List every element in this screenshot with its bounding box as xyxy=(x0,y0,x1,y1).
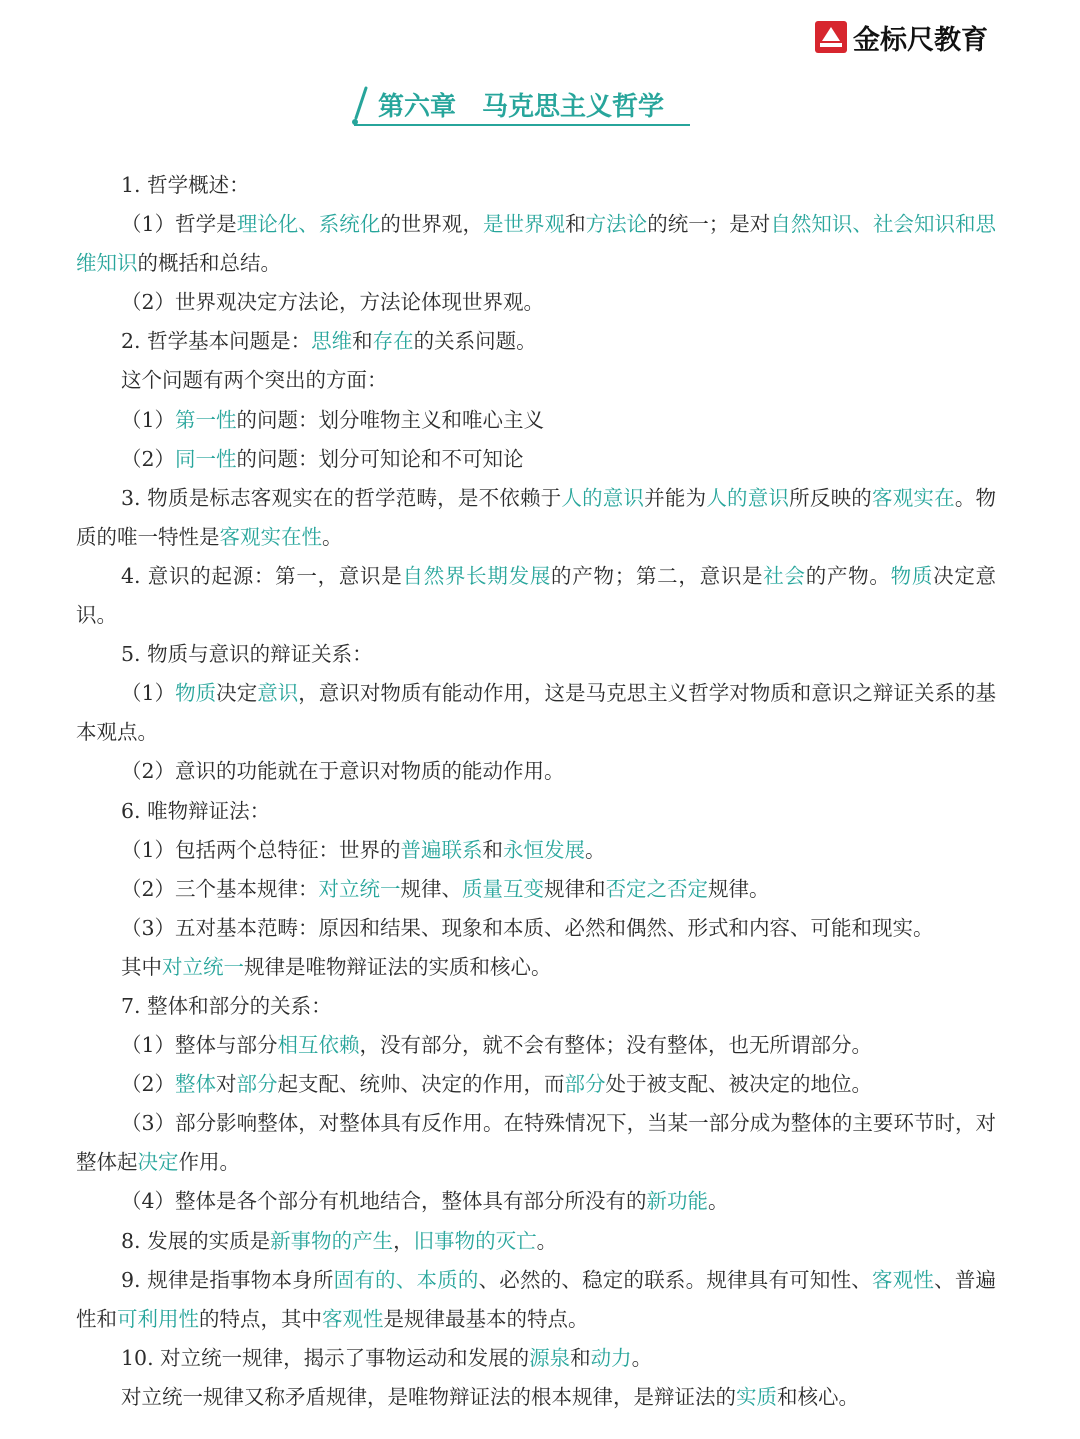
text-segment: 作用。 xyxy=(178,1150,240,1175)
chapter-underline xyxy=(354,124,690,126)
paragraph xyxy=(76,1182,996,1221)
text-segment: 。 xyxy=(322,524,343,549)
text-segment: 规律是唯物辩证法的实质和核心。 xyxy=(244,954,552,979)
text-segment: 和核心。 xyxy=(777,1384,859,1409)
text-segment: （4）整体是各个部分有机地结合，整体具有部分所没有的 xyxy=(121,1189,647,1214)
text-segment: 4. 意识的起源：第一，意识是 xyxy=(121,563,403,588)
text-segment: 对立统一规律又称矛盾规律，是唯物辩证法的根本规律，是辩证法的 xyxy=(121,1384,736,1409)
paragraph xyxy=(76,1261,996,1339)
highlighted-term: 自然界长期发展 xyxy=(402,563,552,588)
text-segment: （2） xyxy=(121,446,176,471)
text-segment: 。 xyxy=(708,1189,729,1214)
paragraph xyxy=(76,479,996,557)
highlighted-term: 整体 xyxy=(175,1072,217,1097)
text-segment: （1）哲学是 xyxy=(121,212,237,237)
highlighted-term: 否定之否定 xyxy=(605,876,709,901)
text-segment: 。 xyxy=(631,1345,653,1370)
chapter-heading xyxy=(348,80,690,128)
text-segment: 8. 发展的实质是 xyxy=(121,1228,271,1253)
text-segment: 的问题：划分可知论和不可知论 xyxy=(236,446,524,471)
paragraph xyxy=(76,205,996,283)
highlighted-term: 方法论 xyxy=(585,212,648,237)
highlighted-term: 对立统一 xyxy=(318,876,401,901)
text-segment: ，意识对物质有能动作用，这是马克思主义哲学对物质和意识之辩证关系的基本观点。 xyxy=(76,681,997,745)
highlighted-term: 物质 xyxy=(890,563,934,588)
text-segment: 规律。 xyxy=(708,876,770,901)
highlighted-term: 对立统一 xyxy=(162,954,244,979)
text-segment: 7. 整体和部分的关系： xyxy=(121,993,332,1018)
text-segment: 3. 物质是标志客观实在的哲学范畴，是不依赖于 xyxy=(121,485,562,510)
paragraph xyxy=(76,987,996,1026)
text-segment: 、普遍性和 xyxy=(76,1267,997,1331)
text-segment: （1）包括两个总特征：世界的 xyxy=(121,837,401,862)
text-segment: ，没有部分，就不会有整体；没有整体，也无所谓部分。 xyxy=(359,1033,873,1058)
text-segment: 规律和 xyxy=(544,876,606,901)
text-segment: （2）世界观决定方法论，方法论体现世界观。 xyxy=(121,290,545,315)
paragraph xyxy=(76,1104,996,1182)
text-segment: （3）五对基本范畴：原因和结果、现象和本质、必然和偶然、形式和内容、可能和现实。 xyxy=(121,915,934,940)
text-segment: （2） xyxy=(121,1072,176,1097)
text-segment: 决定 xyxy=(216,681,258,706)
highlighted-term: 部分 xyxy=(564,1072,606,1097)
document-body xyxy=(76,166,996,1417)
chapter-title: 第六章 马克思主义哲学 xyxy=(378,92,665,122)
highlighted-term: 意识 xyxy=(257,681,299,706)
text-segment: 的产物。 xyxy=(805,563,891,588)
paragraph xyxy=(76,909,996,948)
text-segment: ， xyxy=(393,1228,414,1253)
highlighted-term: 实质 xyxy=(736,1384,777,1409)
paragraph xyxy=(76,635,996,674)
paragraph xyxy=(76,831,996,870)
highlighted-term: 永恒发展 xyxy=(503,837,586,862)
highlighted-term: 新事物的产生 xyxy=(270,1228,394,1253)
highlighted-term: 普遍联系 xyxy=(400,837,483,862)
paragraph xyxy=(76,1222,996,1261)
highlighted-term: 自然知识、社会知识和思维知识 xyxy=(76,212,997,276)
text-segment: 10. 对立统一规律，揭示了事物运动和发展的 xyxy=(121,1345,530,1370)
text-segment: 的问题：划分唯物主义和唯心主义 xyxy=(236,407,545,432)
text-segment: 的特点，其中 xyxy=(199,1306,322,1331)
paragraph xyxy=(76,948,996,987)
text-segment: 、必然的、稳定的联系。规律具有可知性、 xyxy=(478,1267,872,1292)
highlighted-term: 决定 xyxy=(137,1150,179,1175)
brand-logo-icon xyxy=(815,21,847,53)
text-segment: （1） xyxy=(121,681,176,706)
paragraph xyxy=(76,1065,996,1104)
text-segment: 的世界观， xyxy=(380,212,483,237)
text-segment: 和 xyxy=(352,329,373,354)
paragraph xyxy=(76,870,996,909)
highlighted-term: 同一性 xyxy=(175,446,237,471)
text-segment: 对 xyxy=(216,1072,237,1097)
highlighted-term: 客观性 xyxy=(322,1306,384,1331)
text-segment: 的统一；是对 xyxy=(647,212,771,237)
highlighted-term: 质量互变 xyxy=(462,876,545,901)
text-segment: 的产物；第二，意识是 xyxy=(551,563,764,588)
text-segment: 规律、 xyxy=(400,876,463,901)
brand-name: 金标尺教育 xyxy=(853,24,988,56)
highlighted-term: 人的意识 xyxy=(561,485,645,510)
highlighted-term: 客观实在 xyxy=(872,485,955,510)
text-segment: 的概括和总结。 xyxy=(137,251,281,276)
text-segment: （2）意识的功能就在于意识对物质的能动作用。 xyxy=(121,759,565,784)
text-segment: 决定意识。 xyxy=(76,563,997,628)
text-segment: 其中 xyxy=(121,954,162,979)
paragraph xyxy=(76,1378,996,1417)
highlighted-term: 第一性 xyxy=(175,407,237,432)
text-segment: 起支配、统帅、决定的作用，而 xyxy=(277,1072,565,1097)
paragraph xyxy=(76,166,996,205)
highlighted-term: 物质 xyxy=(175,681,217,706)
text-segment: 。物质的唯一特性是 xyxy=(76,485,997,549)
text-segment: 所反映的 xyxy=(789,485,872,510)
highlighted-term: 客观实在性 xyxy=(219,524,322,549)
paragraph xyxy=(76,283,996,322)
text-segment: （3）部分影响整体，对整体具有反作用。在特殊情况下，当某一部分成为整体的主要环节时，对整体起 xyxy=(76,1111,996,1175)
paragraph xyxy=(76,792,996,831)
text-segment: 并能为 xyxy=(644,485,707,510)
text-segment: 9. 规律是指事物本身所 xyxy=(121,1267,334,1292)
paragraph xyxy=(76,440,996,479)
highlighted-term: 部分 xyxy=(236,1072,278,1097)
highlighted-term: 新功能 xyxy=(646,1189,709,1214)
text-segment: 1. 哲学概述： xyxy=(121,173,250,197)
paragraph xyxy=(76,1339,996,1378)
paragraph xyxy=(76,752,996,791)
highlighted-term: 客观性 xyxy=(871,1267,935,1292)
text-segment: 和 xyxy=(570,1345,591,1370)
text-segment: 这个问题有两个突出的方面： xyxy=(121,368,388,393)
text-segment: 处于被支配、被决定的地位。 xyxy=(605,1072,873,1097)
text-segment: 5. 物质与意识的辩证关系： xyxy=(121,642,373,667)
text-segment: 是规律最基本的特点。 xyxy=(383,1306,589,1331)
highlighted-term: 相互依赖 xyxy=(277,1033,360,1058)
highlighted-term: 旧事物的灭亡 xyxy=(413,1228,537,1253)
text-segment: 的关系问题。 xyxy=(413,329,537,354)
text-segment: 。 xyxy=(585,837,606,862)
paragraph xyxy=(76,674,996,752)
highlighted-term: 源泉 xyxy=(529,1345,571,1370)
text-segment: （1）整体与部分 xyxy=(121,1033,278,1058)
highlighted-term: 思维 xyxy=(311,329,353,354)
highlighted-term: 社会 xyxy=(763,563,806,588)
text-segment: 6. 唯物辩证法： xyxy=(121,798,271,823)
paragraph xyxy=(76,1026,996,1065)
paragraph xyxy=(76,557,996,635)
text-segment: 。 xyxy=(536,1228,558,1253)
highlighted-term: 可利用性 xyxy=(117,1306,199,1331)
text-segment: 2. 哲学基本问题是： xyxy=(121,329,312,354)
highlighted-term: 是世界观 xyxy=(482,212,566,237)
text-segment: （2）三个基本规律： xyxy=(121,876,319,901)
highlighted-term: 动力 xyxy=(590,1345,632,1370)
highlighted-term: 固有的、本质的 xyxy=(333,1267,479,1292)
text-segment: 和 xyxy=(565,212,586,237)
text-segment: （1） xyxy=(121,407,176,432)
highlighted-term: 存在 xyxy=(372,329,414,354)
paragraph xyxy=(76,401,996,440)
text-segment: 和 xyxy=(482,837,504,862)
brand-logo xyxy=(815,18,988,56)
paragraph xyxy=(76,361,996,400)
highlighted-term: 理论化、系统化 xyxy=(236,212,381,237)
highlighted-term: 人的意识 xyxy=(706,485,790,510)
paragraph xyxy=(76,322,996,361)
